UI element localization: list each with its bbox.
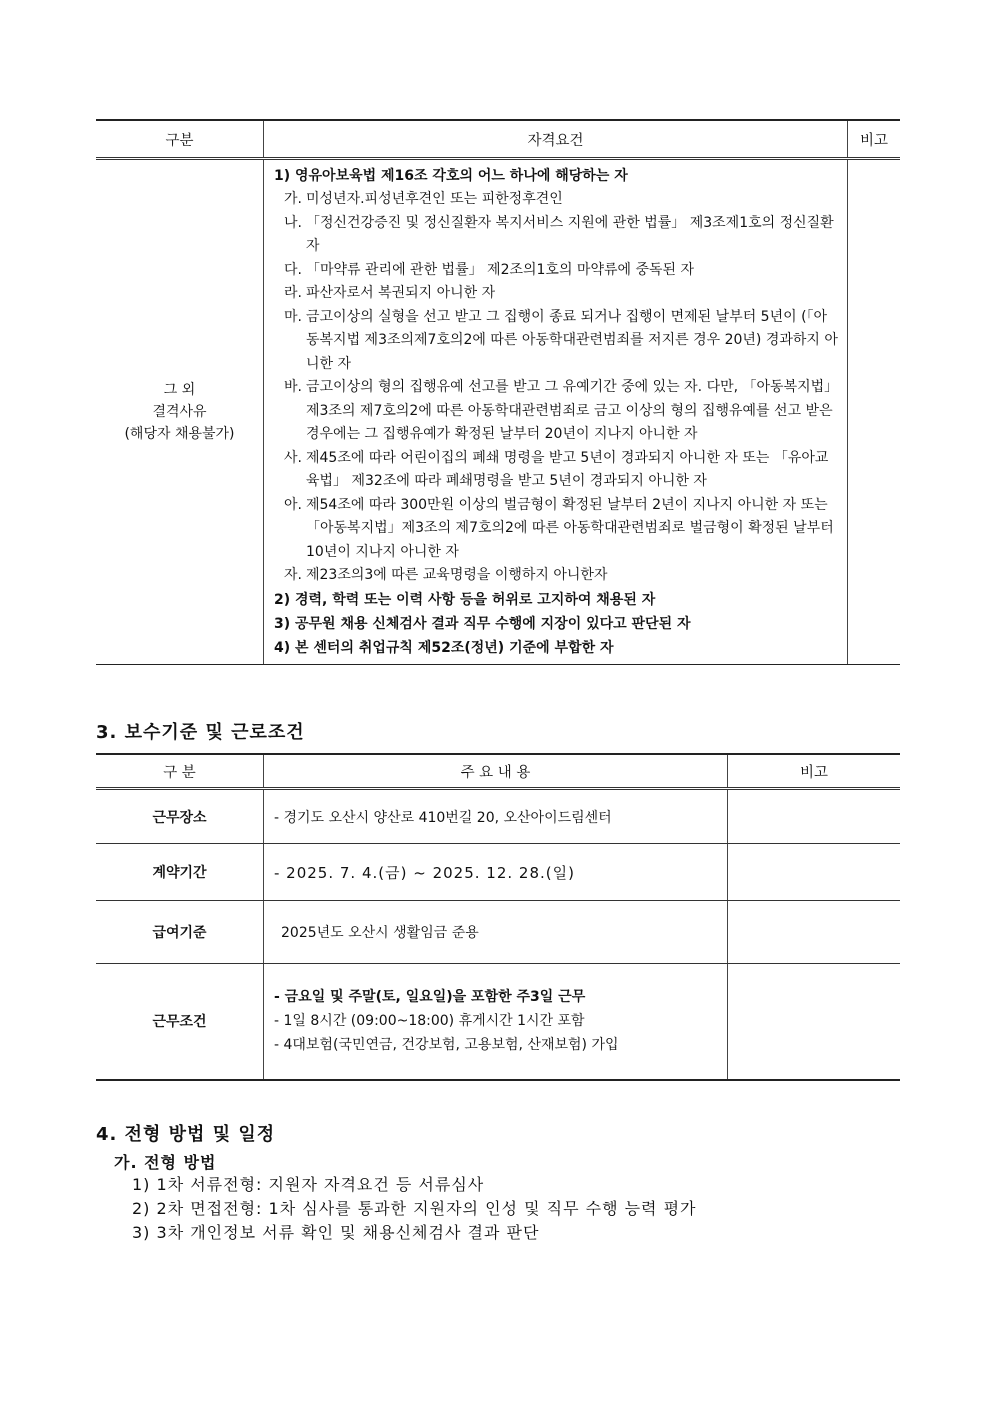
condition-line: - 4대보험(국민연금, 건강보험, 고용보험, 산재보험) 가입 [274,1037,619,1054]
row-note [728,901,901,964]
pay-conditions-table [96,753,900,1081]
row-label: 급여기준 [96,901,264,964]
condition-line: - 1일 8시간 (09:00~18:00) 휴게시간 1시간 포함 [274,1013,585,1030]
section-4-title: 4. 전형 방법 및 일정 [96,1124,276,1145]
sub-item: 나. 「정신건강증진 및 정신질환자 복지서비스 지원에 관한 법률」 제3조제1호의 정신질환자 [284,214,834,254]
category-label-1: 그 외 [163,381,196,398]
list-item: 3) 3차 개인정보 서류 확인 및 채용신체검사 결과 판단 [132,1223,540,1242]
disqualification-table [96,119,900,665]
sub-item: 다. 「마약류 관리에 관한 법률」 제2조의1호의 마약류에 중독된 자 [284,261,695,278]
row-content: 2025년도 오산시 생활임금 준용 [264,901,728,964]
header-requirements: 자격요건 [264,120,848,159]
row-content [264,964,728,1080]
table-row [96,901,900,964]
section-3-title: 3. 보수기준 및 근로조건 [96,722,305,743]
requirements-cell [264,159,848,665]
header-content: 주 요 내 용 [264,754,728,789]
header-note: 비고 [728,754,901,789]
requirement-item-2: 2) 경력, 학력 또는 이력 사항 등을 허위로 고지하여 채용된 자 [274,591,656,608]
sub-item: 라. 파산자로서 복권되지 아니한 자 [284,285,496,301]
row-label: 근무장소 [96,789,264,844]
table-row [96,789,900,844]
header-note: 비고 [848,120,901,159]
table-header-row [96,120,900,159]
header-category: 구 분 [96,754,264,789]
sub-item: 사. 제45조에 따라 어린이집의 폐쇄 명령을 받고 5년이 경과되지 아니한 자 또는 「유아교육법」 제32조에 따라 폐쇄명령을 받고 5년이 경과되지 아니한 자 [284,449,829,489]
row-label: 근무조건 [96,964,264,1080]
sub-item: 마. 금고이상의 실형을 선고 받고 그 집행이 종료 되거나 집행이 면제된 날부터 5년이 (「아동복지법 제3조의제7호의2에 따른 아동학대관련범죄를 저지른 경우 20년) 경과하지 아니한 자 [284,308,838,372]
table-row [96,844,900,901]
row-label: 계약기간 [96,844,264,901]
list-item: 1) 1차 서류전형: 지원자 자격요건 등 서류심사 [132,1175,485,1194]
row-content: - 경기도 오산시 양산로 410번길 20, 오산아이드림센터 [264,789,728,844]
list-item: 2) 2차 면접전형: 1차 심사를 통과한 지원자의 인성 및 직무 수행 능력 평가 [132,1199,697,1218]
row-content: - 2025. 7. 4.(금) ~ 2025. 12. 28.(일) [264,844,728,901]
sub-item: 아. 제54조에 따라 300만원 이상의 벌금형이 확정된 날부터 2년이 지나지 아니한 자 또는「아동복지법」제3조의 제7호의2에 따른 아동학대관련범죄로 벌금형이 확정된 날부터 10년이 지나지 아니한 자 [284,496,834,560]
table-row [96,159,900,665]
requirement-item-3: 3) 공무원 채용 신체검사 결과 직무 수행에 지장이 있다고 판단된 자 [274,615,691,632]
table-row [96,964,900,1080]
condition-line: - 금요일 및 주말(토, 일요일)을 포함한 주3일 근무 [274,989,586,1006]
sub-item: 자. 제23조의3에 따른 교육명령을 이행하지 아니한자 [284,567,608,583]
section-4 [96,1120,697,1245]
row-note [728,789,901,844]
category-label-3: (해당자 채용불가) [124,425,235,442]
section-4-subtitle: 가. 전형 방법 [114,1153,217,1172]
table-header-row [96,754,900,789]
row-note [728,844,901,901]
sub-item: 바. 금고이상의 형의 집행유예 선고를 받고 그 유예기간 중에 있는 자. 다만, 「아동복지법」 제3조의 제7호의2에 따른 아동학대관련범죄로 금고 이상의 형의 집행유예를 선고 받은 경우에는 그 집행유예가 확정된 날부터 20년이 지나지 아니한 자 [284,379,839,442]
category-label-2: 결격사유 [152,403,207,420]
requirement-item-1: 1) 영유아보육법 제16조 각호의 어느 하나에 해당하는 자 [274,168,628,184]
category-cell [96,159,264,665]
note-cell [848,159,901,665]
header-category: 구분 [96,120,264,159]
requirement-item-4: 4) 본 센터의 취업규칙 제52조(정년) 기준에 부합한 자 [274,639,614,656]
sub-item: 가. 미성년자.피성년후견인 또는 피한정후견인 [284,191,563,207]
row-note [728,964,901,1080]
